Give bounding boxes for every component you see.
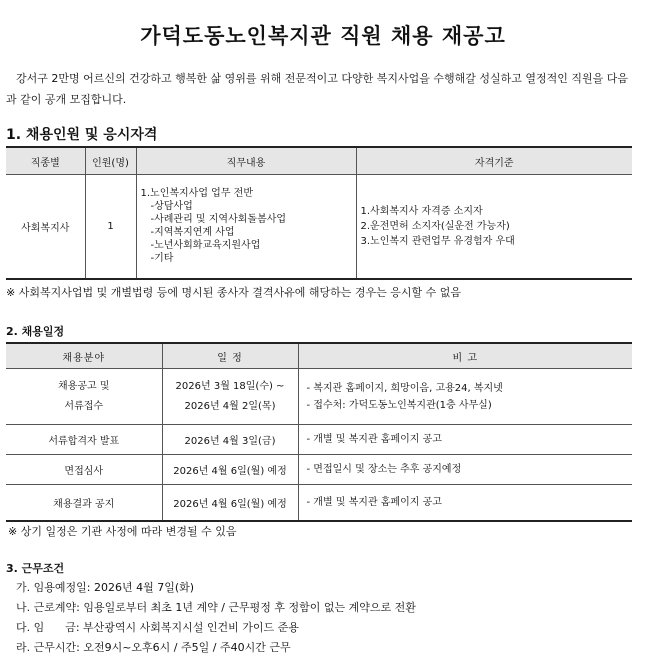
- field-line: 채용공고 및: [58, 380, 110, 392]
- header-count: 인원(명): [85, 147, 136, 175]
- condition-item: 가. 임용예정일: 2026년 4월 7일(화): [16, 581, 195, 594]
- cell-remark: - 개별 및 복지관 홈페이지 공고: [298, 425, 632, 455]
- cell-qualification: [356, 175, 632, 279]
- header-schedule: 일 정: [162, 343, 298, 369]
- qualification-table: [6, 146, 632, 280]
- header-job: 직종별: [6, 147, 85, 175]
- page-title: 가덕도동노인복지관 직원 채용 재공고: [140, 24, 506, 48]
- cell-job: 사회복지사: [6, 175, 85, 279]
- duty-sub: -사례관리 및 지역사회돌봄사업: [150, 214, 287, 226]
- condition-item: 다. 임 금: 부산광역시 사회복지시설 인건비 가이드 준용: [16, 621, 299, 634]
- duty-sub: -기타: [150, 253, 174, 265]
- cell-field: [6, 369, 162, 425]
- table-header-row: [6, 147, 632, 175]
- schedule-line: 2026년 4월 2일(목): [184, 400, 276, 412]
- header-field: 채용분야: [6, 343, 162, 369]
- cell-remark: - 개별 및 복지관 홈페이지 공고: [298, 485, 632, 521]
- section2-heading: 2. 채용일정: [6, 325, 65, 338]
- table-row: [6, 455, 632, 485]
- header-duty: 직무내용: [136, 147, 356, 175]
- header-remark: 비 고: [298, 343, 632, 369]
- table-header-row: [6, 343, 632, 369]
- table-row: [6, 485, 632, 521]
- duty-sub: -지역복지연계 사업: [150, 227, 235, 239]
- cell-field: 서류합격자 발표: [6, 425, 162, 455]
- header-qualification: 자격기준: [356, 147, 632, 175]
- field-line: 서류접수: [64, 400, 104, 412]
- cell-schedule: 2026년 4월 6일(월) 예정: [162, 485, 298, 521]
- qualification-item: 1.사회복지사 자격증 소지자: [360, 205, 483, 217]
- cell-count: 1: [85, 175, 136, 279]
- schedule-line: 2026년 3월 18일(수) ~: [175, 380, 285, 392]
- duty-sub: -상담사업: [150, 201, 193, 213]
- qualification-item: 2.운전면허 소지자(실운전 가능자): [360, 220, 510, 232]
- intro-text: 강서구 2만명 어르신의 건강하고 행복한 삶 영위를 위해 전문적이고 다양한 복지사업을 수행해갈 성실하고 열정적인 직원을 다음과 같이 공개 모집합니다.: [6, 72, 628, 106]
- cell-schedule: 2026년 4월 3일(금): [162, 425, 298, 455]
- cell-field: 채용결과 공지: [6, 485, 162, 521]
- condition-item: 라. 근무시간: 오전9시~오후6시 / 주5일 / 주40시간 근무: [16, 641, 291, 654]
- table-row: [6, 175, 632, 279]
- section1-note: ※ 사회복지사업법 및 개별법령 등에 명시된 종사자 결격사유에 해당하는 경우는 응시할 수 없음: [6, 286, 461, 299]
- qualification-item: 3.노인복지 관련업무 유경험자 우대: [360, 235, 515, 247]
- cell-field: 면접심사: [6, 455, 162, 485]
- cell-remark: [298, 369, 632, 425]
- remark-line: - 접수처: 가덕도동노인복지관(1층 사무실): [306, 399, 492, 411]
- cell-schedule: [162, 369, 298, 425]
- remark-line: - 복지관 홈페이지, 희망이음, 고용24, 복지넷: [306, 382, 503, 394]
- section2-note: ※ 상기 일정은 기관 사정에 따라 변경될 수 있음: [8, 525, 237, 538]
- section1-heading: 1. 채용인원 및 응시자격: [6, 127, 158, 143]
- cell-schedule: 2026년 4월 6일(월) 예정: [162, 455, 298, 485]
- table-row: [6, 369, 632, 425]
- cell-remark: - 면접일시 및 장소는 추후 공지예정: [298, 455, 632, 485]
- duty-sub: -노년사회화교육지원사업: [150, 240, 261, 252]
- duty-main: 1.노인복지사업 업무 전반: [140, 188, 253, 200]
- condition-item: 나. 근로계약: 임용일로부터 최초 1년 계약 / 근무평정 후 정함이 없는 계약으로 전환: [16, 601, 416, 614]
- section3-heading: 3. 근무조건: [6, 562, 65, 575]
- table-row: [6, 425, 632, 455]
- schedule-table: [6, 342, 632, 522]
- cell-duty: [136, 175, 356, 279]
